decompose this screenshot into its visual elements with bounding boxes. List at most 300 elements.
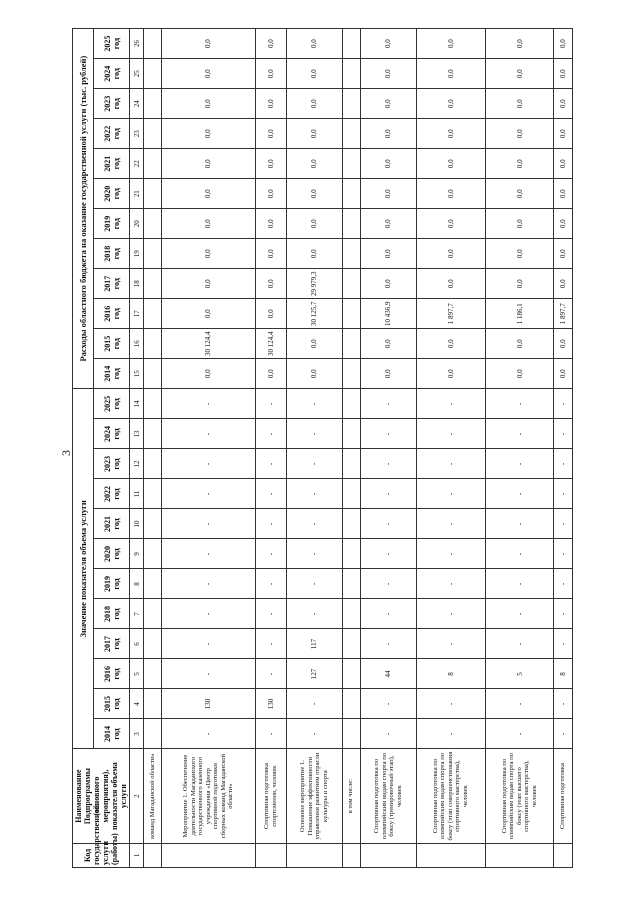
row-name: команд Магаданской области» (144, 749, 162, 843)
volume-cell: - (360, 539, 416, 569)
volume-cell: - (485, 569, 554, 599)
volume-cell: - (485, 599, 554, 629)
header-expense-year-8: 2022 год (94, 119, 130, 149)
column-number: 12 (130, 449, 144, 479)
header-volume-year-0: 2014 год (94, 719, 130, 749)
volume-cell: - (161, 419, 255, 449)
table-row (416, 29, 485, 868)
volume-cell: - (161, 509, 255, 539)
volume-cell: - (256, 419, 287, 449)
header-volume-year-3: 2017 год (94, 629, 130, 659)
volume-cell: - (286, 599, 342, 629)
header-expense-year-10: 2024 год (94, 59, 130, 89)
volume-cell (342, 389, 360, 419)
column-number: 9 (130, 539, 144, 569)
volume-cell (144, 629, 162, 659)
column-number: 8 (130, 569, 144, 599)
volume-cell: - (286, 389, 342, 419)
expense-cell: 0,0 (360, 29, 416, 59)
volume-cell: - (416, 479, 485, 509)
expense-cell: 0,0 (161, 299, 255, 329)
volume-cell: - (416, 569, 485, 599)
volume-cell: - (360, 629, 416, 659)
expense-cell: 0,0 (286, 89, 342, 119)
volume-cell: - (554, 689, 573, 719)
volume-cell (342, 569, 360, 599)
table-row (161, 29, 255, 868)
volume-cell (144, 659, 162, 689)
header-expense-group: Расходы областного бюджета на оказание государственной услуги (тыс. рублей) (73, 29, 94, 389)
expense-cell: 0,0 (256, 299, 287, 329)
volume-cell: - (286, 569, 342, 599)
expense-cell (342, 59, 360, 89)
volume-cell: - (554, 629, 573, 659)
column-number: 16 (130, 329, 144, 359)
column-number: 21 (130, 179, 144, 209)
volume-cell: - (161, 599, 255, 629)
volume-cell: - (360, 689, 416, 719)
expense-cell: 30 124,4 (256, 329, 287, 359)
expense-cell: 0,0 (416, 149, 485, 179)
expense-cell: 0,0 (286, 239, 342, 269)
expense-cell: 0,0 (286, 29, 342, 59)
expense-cell: 0,0 (554, 59, 573, 89)
volume-cell: - (161, 719, 255, 749)
column-number: 25 (130, 59, 144, 89)
expense-cell: 0,0 (360, 89, 416, 119)
header-expense-year-5: 2019 год (94, 209, 130, 239)
header-volume-year-5: 2019 год (94, 569, 130, 599)
volume-cell: - (286, 539, 342, 569)
expense-cell: 0,0 (416, 119, 485, 149)
volume-cell: - (554, 719, 573, 749)
expense-cell (342, 149, 360, 179)
expense-cell: 0,0 (360, 149, 416, 179)
volume-cell: - (416, 509, 485, 539)
expense-cell: 0,0 (360, 59, 416, 89)
expense-cell (144, 359, 162, 389)
expense-cell: 0,0 (256, 29, 287, 59)
volume-cell: - (360, 479, 416, 509)
expense-cell: 0,0 (485, 269, 554, 299)
volume-cell: - (554, 569, 573, 599)
row-name: Спортивная подготовка спортсменов, человек (256, 749, 287, 843)
expense-cell: 0,0 (161, 239, 255, 269)
header-expense-year-2: 2016 год (94, 299, 130, 329)
volume-cell (342, 509, 360, 539)
row-code-cell (161, 843, 255, 867)
row-code-cell (256, 843, 287, 867)
volume-cell: - (256, 569, 287, 599)
row-code-cell (286, 843, 342, 867)
header-volume-year-2: 2016 год (94, 659, 130, 689)
row-code-cell (360, 843, 416, 867)
volume-cell: - (485, 539, 554, 569)
volume-cell: 130 (256, 689, 287, 719)
column-number: 11 (130, 479, 144, 509)
volume-cell (144, 569, 162, 599)
column-number: 6 (130, 629, 144, 659)
volume-cell: - (161, 569, 255, 599)
table-row (554, 29, 573, 868)
expense-cell (342, 329, 360, 359)
expense-cell: 0,0 (360, 119, 416, 149)
expense-cell: 1 897,7 (554, 299, 573, 329)
expense-cell (342, 359, 360, 389)
column-number: 2 (130, 749, 144, 843)
volume-cell: - (554, 509, 573, 539)
volume-cell: - (360, 449, 416, 479)
header-code: Код государственной услуги (работы) (73, 843, 130, 867)
volume-cell: - (256, 449, 287, 479)
services-table (72, 28, 573, 868)
column-number: 24 (130, 89, 144, 119)
expense-cell: 0,0 (161, 269, 255, 299)
volume-cell: - (416, 629, 485, 659)
volume-cell: - (256, 539, 287, 569)
expense-cell (342, 269, 360, 299)
volume-cell: - (286, 509, 342, 539)
expense-cell: 0,0 (161, 89, 255, 119)
volume-cell: - (256, 389, 287, 419)
column-number: 4 (130, 689, 144, 719)
volume-cell (144, 449, 162, 479)
expense-cell: 29 979,3 (286, 269, 342, 299)
column-number: 19 (130, 239, 144, 269)
expense-cell: 0,0 (416, 29, 485, 59)
volume-cell (144, 599, 162, 629)
expense-cell: 0,0 (256, 89, 287, 119)
volume-cell: 8 (554, 659, 573, 689)
volume-cell: 5 (485, 659, 554, 689)
expense-cell (342, 299, 360, 329)
header-volume-group: Значение показателя объема услуги (73, 389, 94, 749)
header-volume-year-6: 2020 год (94, 539, 130, 569)
header-expense-year-0: 2014 год (94, 359, 130, 389)
expense-cell: 0,0 (485, 29, 554, 59)
header-volume-year-10: 2024 год (94, 419, 130, 449)
expense-cell: 0,0 (161, 209, 255, 239)
table-row (286, 29, 342, 868)
expense-cell (144, 29, 162, 59)
volume-cell: - (360, 389, 416, 419)
volume-cell: - (554, 599, 573, 629)
rotated-table-page (72, 28, 572, 868)
expense-cell: 0,0 (286, 209, 342, 239)
expense-cell: 0,0 (161, 119, 255, 149)
volume-cell: - (485, 629, 554, 659)
volume-cell (342, 539, 360, 569)
expense-cell: 0,0 (485, 89, 554, 119)
header-expense-year-7: 2021 год (94, 149, 130, 179)
volume-cell: - (416, 449, 485, 479)
expense-cell: 0,0 (416, 59, 485, 89)
volume-cell: 44 (360, 659, 416, 689)
expense-cell: 0,0 (360, 359, 416, 389)
volume-cell: - (416, 419, 485, 449)
header-column-numbers-row (130, 29, 144, 868)
volume-cell (144, 419, 162, 449)
header-volume-year-1: 2015 год (94, 689, 130, 719)
volume-cell: - (485, 479, 554, 509)
volume-cell: - (360, 509, 416, 539)
expense-cell: 0,0 (554, 119, 573, 149)
expense-cell (144, 269, 162, 299)
header-expense-year-1: 2015 год (94, 329, 130, 359)
expense-cell: 1 897,7 (416, 299, 485, 329)
header-expense-year-3: 2017 год (94, 269, 130, 299)
volume-cell: - (485, 449, 554, 479)
column-number: 26 (130, 29, 144, 59)
volume-cell (144, 719, 162, 749)
expense-cell (342, 239, 360, 269)
volume-cell: - (360, 569, 416, 599)
expense-cell: 0,0 (256, 179, 287, 209)
expense-cell: 0,0 (256, 269, 287, 299)
header-expense-year-9: 2023 год (94, 89, 130, 119)
volume-cell: - (554, 479, 573, 509)
volume-cell: - (256, 659, 287, 689)
volume-cell: - (360, 419, 416, 449)
volume-cell: 130 (161, 689, 255, 719)
expense-cell: 0,0 (256, 359, 287, 389)
volume-cell (342, 719, 360, 749)
expense-cell: 0,0 (360, 209, 416, 239)
row-code-cell (485, 843, 554, 867)
volume-cell: - (256, 599, 287, 629)
expense-cell: 0,0 (554, 89, 573, 119)
volume-cell (342, 449, 360, 479)
row-code-cell (342, 843, 360, 867)
expense-cell: 0,0 (256, 209, 287, 239)
expense-cell: 30 124,4 (161, 329, 255, 359)
volume-cell (144, 509, 162, 539)
expense-cell: 0,0 (416, 179, 485, 209)
row-code-cell (144, 843, 162, 867)
volume-cell: - (416, 539, 485, 569)
expense-cell: 0,0 (360, 269, 416, 299)
expense-cell: 0,0 (485, 329, 554, 359)
table-body (144, 29, 573, 868)
header-volume-year-8: 2022 год (94, 479, 130, 509)
expense-cell: 0,0 (554, 29, 573, 59)
header-volume-year-9: 2023 год (94, 449, 130, 479)
row-name: Спортивная подготовка по олимпийским видам спорта по боксу (этап совершенствования спортивного мастерства), человек (416, 749, 485, 843)
expense-cell: 0,0 (286, 329, 342, 359)
volume-cell (342, 689, 360, 719)
volume-cell: - (416, 689, 485, 719)
column-number: 17 (130, 299, 144, 329)
volume-cell: 117 (286, 629, 342, 659)
column-number: 18 (130, 269, 144, 299)
expense-cell: 0,0 (161, 29, 255, 59)
expense-cell: 0,0 (161, 149, 255, 179)
expense-cell (144, 299, 162, 329)
expense-cell: 0,0 (416, 359, 485, 389)
header-volume-year-4: 2018 год (94, 599, 130, 629)
expense-cell (144, 239, 162, 269)
volume-cell: - (256, 509, 287, 539)
expense-cell (342, 119, 360, 149)
volume-cell: - (554, 389, 573, 419)
volume-cell: - (360, 599, 416, 629)
column-number: 7 (130, 599, 144, 629)
volume-cell: - (161, 659, 255, 689)
expense-cell: 0,0 (416, 269, 485, 299)
expense-cell: 0,0 (485, 359, 554, 389)
volume-cell: - (161, 389, 255, 419)
volume-cell: - (161, 629, 255, 659)
expense-cell (144, 119, 162, 149)
volume-cell: - (485, 389, 554, 419)
header-expense-year-6: 2020 год (94, 179, 130, 209)
volume-cell: - (485, 689, 554, 719)
expense-cell: 0,0 (485, 209, 554, 239)
expense-cell: 0,0 (161, 179, 255, 209)
volume-cell: - (161, 449, 255, 479)
volume-cell: - (286, 449, 342, 479)
expense-cell: 0,0 (286, 179, 342, 209)
volume-cell: - (256, 629, 287, 659)
expense-cell: 0,0 (360, 239, 416, 269)
expense-cell: 0,0 (286, 119, 342, 149)
volume-cell (144, 689, 162, 719)
expense-cell: 0,0 (554, 329, 573, 359)
column-number: 22 (130, 149, 144, 179)
expense-cell: 0,0 (485, 239, 554, 269)
expense-cell: 0,0 (416, 209, 485, 239)
expense-cell: 0,0 (161, 359, 255, 389)
column-number: 14 (130, 389, 144, 419)
expense-cell (342, 29, 360, 59)
header-expense-year-11: 2025 год (94, 29, 130, 59)
volume-cell: - (286, 419, 342, 449)
expense-cell: 0,0 (554, 359, 573, 389)
column-number: 15 (130, 359, 144, 389)
volume-cell: - (286, 719, 342, 749)
expense-cell: 0,0 (416, 239, 485, 269)
header-name: Наименование Подпрограммы (основного мероприятия), показателя объема услуги (73, 749, 130, 843)
volume-cell: - (286, 689, 342, 719)
volume-cell: - (360, 719, 416, 749)
expense-cell (144, 149, 162, 179)
expense-cell: 0,0 (485, 119, 554, 149)
expense-cell: 0,0 (416, 329, 485, 359)
volume-cell: - (416, 599, 485, 629)
table-row (256, 29, 287, 868)
volume-cell (342, 419, 360, 449)
expense-cell (144, 209, 162, 239)
row-name: Основное мероприятие 1. Повышение эффективности управления развитием отрасли культуры и спорта (286, 749, 342, 843)
volume-cell: - (554, 539, 573, 569)
expense-cell (342, 89, 360, 119)
expense-cell: 0,0 (256, 149, 287, 179)
column-number: 5 (130, 659, 144, 689)
expense-cell: 0,0 (286, 59, 342, 89)
expense-cell: 0,0 (256, 119, 287, 149)
expense-cell (342, 209, 360, 239)
page-number: 3 (59, 450, 73, 456)
column-number: 20 (130, 209, 144, 239)
expense-cell (144, 179, 162, 209)
volume-cell: - (554, 419, 573, 449)
row-name: Спортивная подготовка по олимпийским видам спорта по боксу (тренировочный этап), человек (360, 749, 416, 843)
volume-cell: 127 (286, 659, 342, 689)
volume-cell: - (286, 479, 342, 509)
column-number: 23 (130, 119, 144, 149)
header-volume-year-11: 2025 год (94, 389, 130, 419)
volume-cell: - (485, 419, 554, 449)
expense-cell: 0,0 (485, 59, 554, 89)
expense-cell (144, 329, 162, 359)
expense-cell: 0,0 (554, 179, 573, 209)
column-number: 10 (130, 509, 144, 539)
volume-cell: - (554, 449, 573, 479)
volume-cell: - (161, 539, 255, 569)
expense-cell: 0,0 (161, 59, 255, 89)
expense-cell: 0,0 (286, 359, 342, 389)
row-name: Спортивная подготовка (554, 749, 573, 843)
volume-cell: - (416, 389, 485, 419)
expense-cell: 0,0 (485, 149, 554, 179)
expense-cell: 0,0 (286, 149, 342, 179)
expense-cell: 0,0 (554, 239, 573, 269)
expense-cell: 10 436,9 (360, 299, 416, 329)
table-row (485, 29, 554, 868)
volume-cell: 8 (416, 659, 485, 689)
expense-cell: 0,0 (554, 269, 573, 299)
volume-cell (144, 389, 162, 419)
row-name: Спортивная подготовка по олимпийским видам спорта по боксу (этап высшего спортивного мастерства), человек (485, 749, 554, 843)
table-row (144, 29, 162, 868)
expense-cell (144, 89, 162, 119)
expense-cell: 0,0 (360, 179, 416, 209)
row-name: в том числе: (342, 749, 360, 843)
expense-cell: 30 125,7 (286, 299, 342, 329)
volume-cell (342, 599, 360, 629)
row-name: Мероприятие 1. Обеспечение деятельности Магаданского государственного казенного учреждения «Центр спортивной подготовки сборных команд Магаданской области» (161, 749, 255, 843)
expense-cell: 1 186,1 (485, 299, 554, 329)
table-row (360, 29, 416, 868)
column-number: 1 (130, 843, 144, 867)
column-number: 13 (130, 419, 144, 449)
header-expense-year-4: 2018 год (94, 239, 130, 269)
volume-cell (144, 479, 162, 509)
expense-cell: 0,0 (554, 149, 573, 179)
volume-cell (342, 629, 360, 659)
volume-cell: - (485, 509, 554, 539)
table-row (342, 29, 360, 868)
header-group-row (73, 29, 94, 868)
expense-cell: 0,0 (416, 89, 485, 119)
expense-cell: 0,0 (256, 59, 287, 89)
expense-cell: 0,0 (360, 329, 416, 359)
expense-cell (144, 59, 162, 89)
expense-cell (342, 179, 360, 209)
volume-cell (144, 539, 162, 569)
volume-cell: - (256, 479, 287, 509)
expense-cell: 0,0 (256, 239, 287, 269)
column-number: 3 (130, 719, 144, 749)
volume-cell: - (161, 479, 255, 509)
row-code-cell (554, 843, 573, 867)
expense-cell: 0,0 (485, 179, 554, 209)
row-code-cell (416, 843, 485, 867)
volume-cell: - (485, 719, 554, 749)
volume-cell (342, 479, 360, 509)
volume-cell (342, 659, 360, 689)
header-years-row (94, 29, 130, 868)
